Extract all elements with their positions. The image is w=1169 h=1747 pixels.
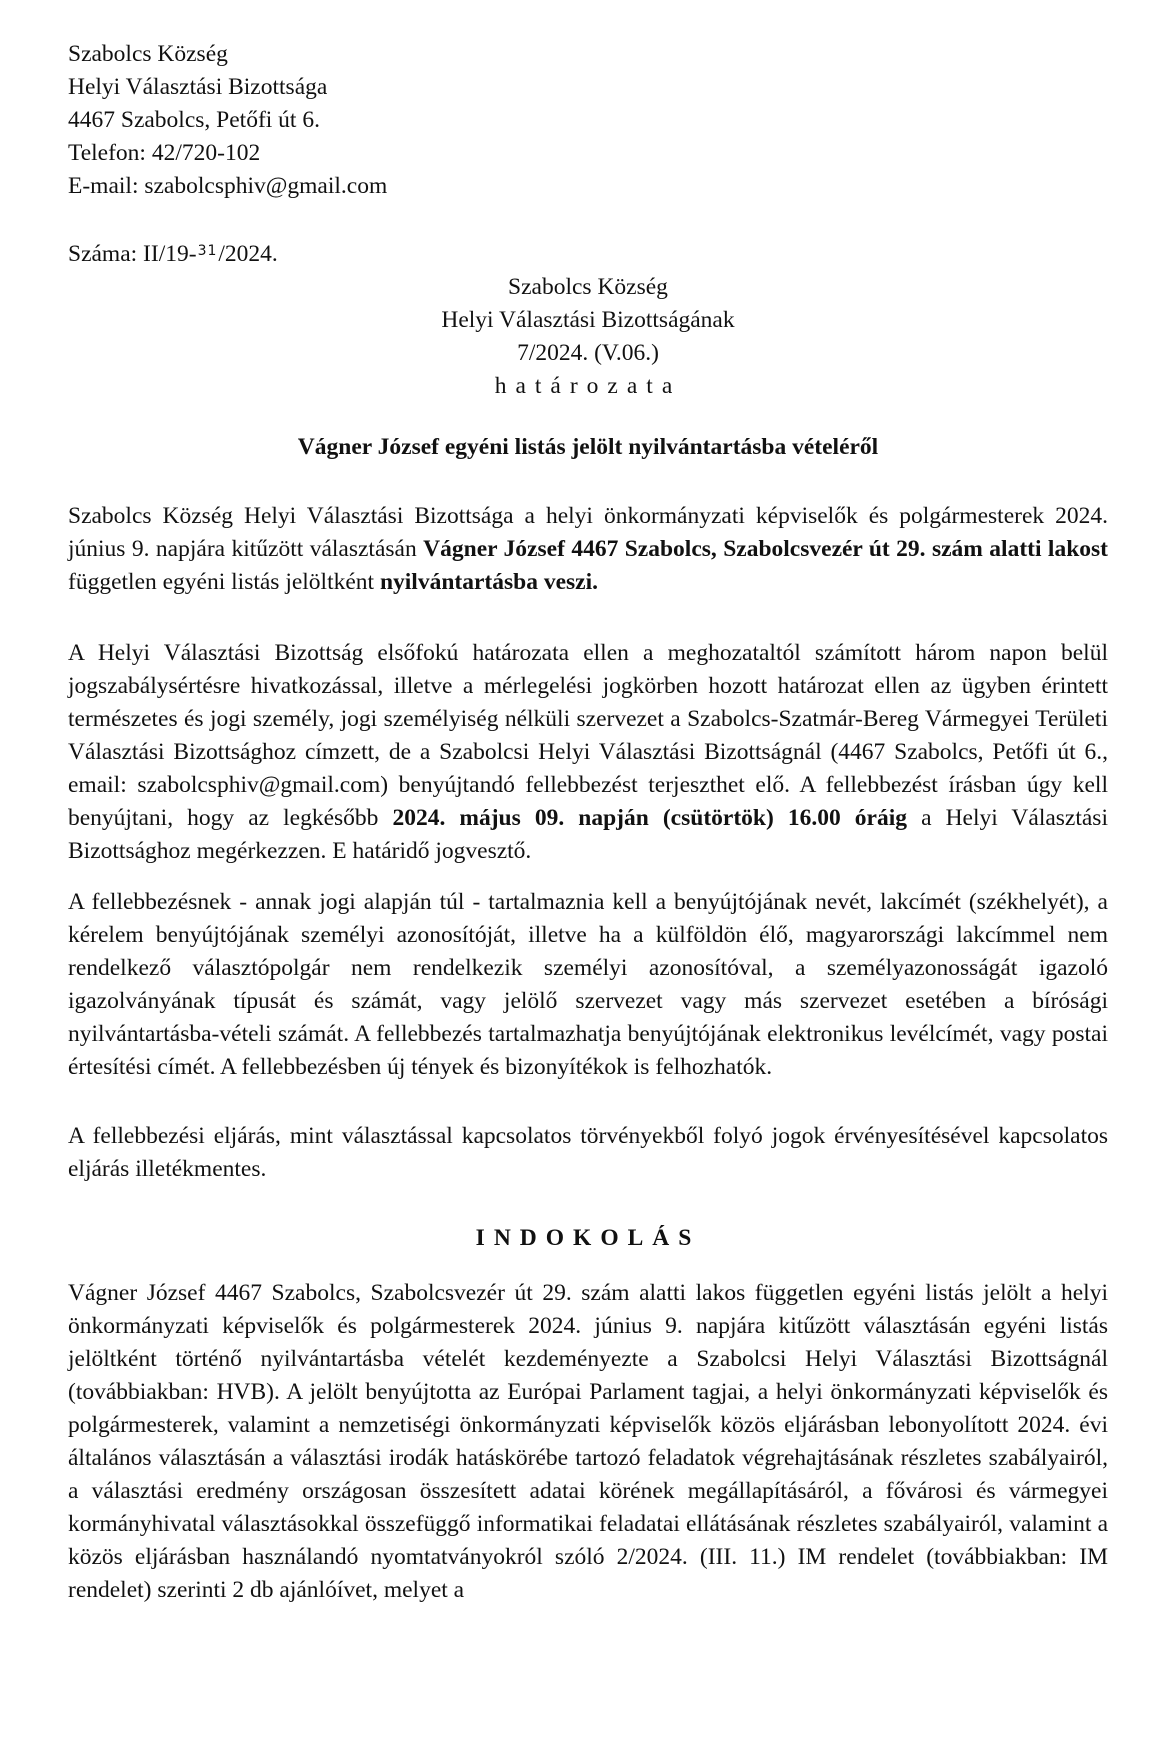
title-line4: határozata <box>494 373 682 399</box>
sender-address: 4467 Szabolcs, Petőfi út 6. <box>68 107 320 133</box>
fee-paragraph: A fellebbezési eljárás, mint választással kapcsolatos törvényekből folyó jogok érvényesítésével kapcsolatos eljárás illetékmentes. <box>68 1123 1108 1182</box>
reference-prefix: Száma: II/19- <box>68 241 197 267</box>
resolution-title <box>68 271 1108 403</box>
decision-text-1: Szabolcs Község Helyi Választási Bizottsága a helyi önkormányzati képviselők és polgármesterek 2024. június 9. napjára kitűzött választásán <box>68 503 1108 562</box>
appeal-deadline: 2024. május 09. napján (csütörtök) 16.00 óráig <box>392 805 908 831</box>
resolution-subject: Vágner József egyéni listás jelölt nyilvántartásba vételéről <box>297 434 879 460</box>
reasoning-paragraph: Vágner József 4467 Szabolcs, Szabolcsvezér út 29. szám alatti lakos független egyéni listás jelölt a helyi önkormányzati képviselők és polgármesterek 2024. június 9. napjára kitűzött választásán egyéni listás jelöltként történő nyilvántartásba vételét kezdeményezte a Szabolcsi Helyi Választási Bizottságnál (továbbiakban: HVB). A jelölt benyújtotta az Európai Parlament tagjai, a helyi önkormányzati képviselők és polgármesterek, valamint a nemzetiségi önkormányzati képviselők közös eljárásban lebonyolított 2024. évi általános választásán a választási irodák hatáskörébe tartozó feladatok végrehajtásának részletes szabályairól, a választási eredmény országosan összesített adatai körének megállapításáról, a fővárosi és vármegyei kormányhivatal választásokkal összefüggő informatikai feladatai ellátásának részletes szabályairól, valamint a közös eljárásban használandó nyomtatványokról szóló 2/2024. (III. 11.) IM rendelet (továbbiakban: IM rendelet) szerinti 2 db ajánlóívet, melyet a <box>68 1280 1108 1603</box>
appeal-content-paragraph: A fellebbezésnek - annak jogi alapján túl - tartalmaznia kell a benyújtójának nevét, lakcímét (székhelyét), a kérelem benyújtójának személyi azonosítóját, illetve ha a külföldön élő, magyarországi lakcímmel nem rendelkező választópolgár nem rendelkezik személyi azonosítóval, a személyazonosságát igazoló igazolványának típusát és számát, vagy jelölő szervezet vagy más szervezet esetében a bírósági nyilvántartásba-vételi számát. A fellebbezés tartalmazhatja benyújtójának elektronikus levélcímét, vagy postai értesítési címét. A fellebbezésben új tények és bizonyítékok is felhozhatók. <box>68 889 1108 1080</box>
title-line1: Szabolcs Község <box>508 274 668 300</box>
reference-suffix: /2024. <box>218 241 278 267</box>
reference-number <box>68 235 1108 271</box>
appeal-text-2: a Helyi Választási Bizottsághoz megérkezzen. E határidő jogvesztő. <box>68 805 1108 864</box>
sender-block <box>68 38 1108 203</box>
decision-bold-2: nyilvántartásba veszi. <box>379 569 598 595</box>
sender-phone: Telefon: 42/720-102 <box>68 140 261 166</box>
sender-line1: Szabolcs Község <box>68 41 228 67</box>
sender-email: E-mail: szabolcsphiv@gmail.com <box>68 173 388 199</box>
title-line2: Helyi Választási Bizottságának <box>441 307 735 333</box>
appeal-paragraph <box>68 637 1108 868</box>
appeal-text-1: A Helyi Választási Bizottság elsőfokú határozata ellen a meghozataltól számított három napon belül jogszabálysértésre hivatkozással, illetve a mérlegelési jogkörben hozott határozat ellen az ügyben érintett természetes és jogi személy, jogi személyiség nélküli szervezet a Szabolcs-Szatmár-Bereg Vármegyei Területi Választási Bizottsághoz címzett, de a Szabolcsi Helyi Választási Bizottságnál (4467 Szabolcs, Petőfi út 6., email: szabolcsphiv@gmail.com) benyújtandó fellebbezést terjeszthet elő. A fellebbezést írásban úgy kell benyújtani, hogy az legkésőbb <box>68 640 1108 831</box>
document-page <box>68 38 1108 1607</box>
title-line3: 7/2024. (V.06.) <box>517 340 659 366</box>
decision-bold-1: Vágner József 4467 Szabolcs, Szabolcsvezér út 29. szám alatti lakost <box>423 536 1109 562</box>
decision-paragraph <box>68 500 1108 599</box>
reference-handwritten-number: 31 <box>197 243 218 259</box>
decision-text-2: független egyéni listás jelöltként <box>68 569 380 595</box>
reasoning-heading: INDOKOLÁS <box>475 1225 701 1251</box>
sender-line2: Helyi Választási Bizottsága <box>68 74 328 100</box>
